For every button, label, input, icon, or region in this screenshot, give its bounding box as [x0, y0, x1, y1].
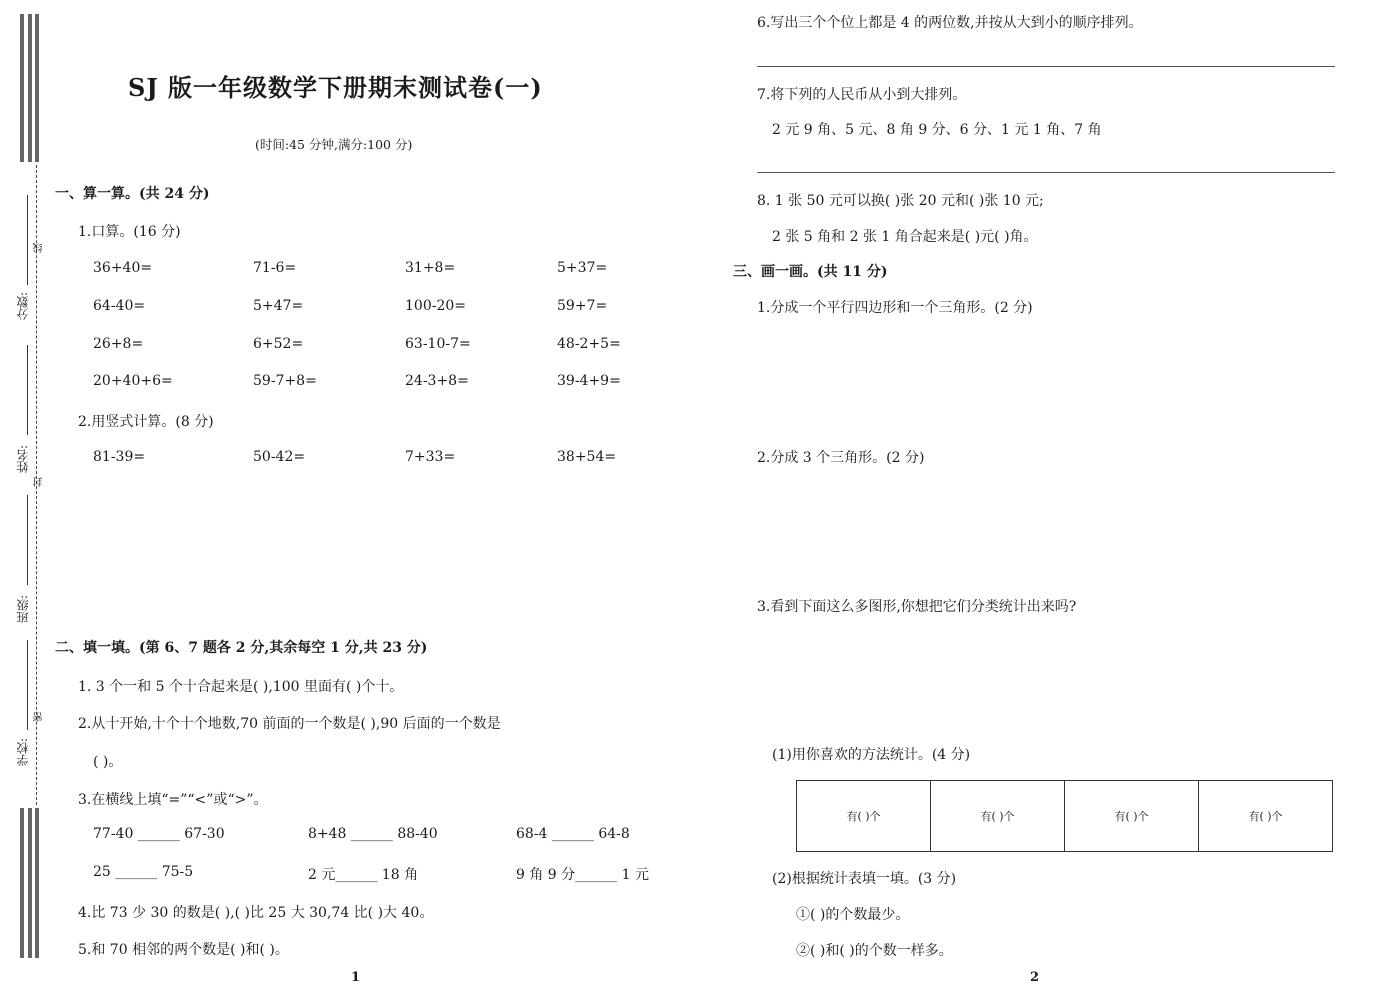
margin-fill-line-3: [27, 495, 28, 585]
mark-line: 线: [34, 243, 45, 253]
margin-bar-bottom-3: [35, 808, 39, 958]
oral-item: 24-3+8=: [405, 373, 469, 389]
answer-line-q6: [757, 66, 1335, 67]
oral-item: 5+47=: [253, 298, 304, 314]
section3-q3-a: ①( )的个数最少。: [796, 907, 910, 923]
vertical-item: 50-42=: [253, 449, 306, 465]
name-label: 姓名:: [16, 445, 30, 474]
statistics-table: [796, 780, 1333, 852]
section1-q1-title: 1.口算。(16 分): [78, 224, 181, 240]
stat-cell: 有( )个: [1199, 781, 1333, 852]
school-label: 学校:: [16, 738, 30, 767]
oral-item: 59+7=: [557, 298, 608, 314]
section2-q7-items: 2 元 9 角、5 元、8 角 9 分、6 分、1 元 1 角、7 角: [772, 122, 1102, 138]
margin-bar-top-2: [28, 14, 32, 162]
compare-item: 8+48 ______ 88-40: [308, 826, 438, 842]
section2-q3-title: 3.在横线上填“=”“<”或“>”。: [78, 792, 268, 808]
margin-bar-top-1: [20, 14, 24, 162]
margin-fill-line-1: [27, 195, 28, 285]
compare-item: 25 ______ 75-5: [93, 864, 194, 880]
section2-q1: 1. 3 个一和 5 个十合起来是( ),100 里面有( )个十。: [78, 679, 404, 695]
margin-bar-bottom-2: [28, 808, 32, 958]
section2-heading: 二、填一填。(第 6、7 题各 2 分,其余每空 1 分,共 23 分): [55, 640, 428, 656]
oral-item: 71-6=: [253, 260, 297, 276]
section1-q2-title: 2.用竖式计算。(8 分): [78, 414, 214, 430]
section1-heading: 一、算一算。(共 24 分): [55, 186, 210, 202]
vertical-item: 38+54=: [557, 449, 617, 465]
mark-secret: 密: [34, 712, 45, 722]
oral-item: 26+8=: [93, 336, 144, 352]
section3-heading: 三、画一画。(共 11 分): [733, 264, 888, 280]
section3-q3-b: ②( )和( )的个数一样多。: [796, 943, 953, 959]
oral-item: 20+40+6=: [93, 373, 173, 389]
class-label: 班级:: [16, 595, 30, 624]
section3-q2: 2.分成 3 个三角形。(2 分): [757, 450, 925, 466]
section2-q7: 7.将下列的人民币从小到大排列。: [757, 87, 967, 103]
vertical-item: 81-39=: [93, 449, 146, 465]
oral-item: 64-40=: [93, 298, 146, 314]
section2-q5: 5.和 70 相邻的两个数是( )和( )。: [78, 942, 289, 958]
section2-q2a: 2.从十开始,十个十个地数,70 前面的一个数是( ),90 后面的一个数是: [78, 716, 501, 732]
margin-fill-line-4: [27, 640, 28, 730]
score-label: 分数:: [16, 292, 30, 321]
page-number-2: 2: [1030, 970, 1040, 985]
page-subtitle: (时间:45 分钟,满分:100 分): [255, 137, 413, 152]
section3-q3: 3.看到下面这么多图形,你想把它们分类统计出来吗?: [757, 599, 1077, 615]
section2-q8a: 8. 1 张 50 元可以换( )张 20 元和( )张 10 元;: [757, 193, 1044, 209]
compare-item: 77-40 ______ 67-30: [93, 826, 225, 842]
stat-cell: 有( )个: [1065, 781, 1199, 852]
vertical-item: 7+33=: [405, 449, 456, 465]
oral-item: 39-4+9=: [557, 373, 621, 389]
compare-item: 2 元______ 18 角: [308, 867, 419, 883]
stat-cell: 有( )个: [931, 781, 1065, 852]
oral-item: 31+8=: [405, 260, 456, 276]
margin-bar-top-3: [35, 14, 39, 162]
margin-bar-bottom-1: [20, 808, 24, 958]
section3-q3-part2: (2)根据统计表填一填。(3 分): [772, 871, 957, 887]
section2-q4: 4.比 73 少 30 的数是( ),( )比 25 大 30,74 比( )大 40。: [78, 905, 434, 921]
oral-item: 48-2+5=: [557, 336, 621, 352]
compare-item: 9 角 9 分______ 1 元: [516, 867, 649, 883]
page-title: SJ 版一年级数学下册期末测试卷(一): [128, 73, 543, 102]
section2-q8b: 2 张 5 角和 2 张 1 角合起来是( )元( )角。: [772, 229, 1038, 245]
oral-item: 5+37=: [557, 260, 608, 276]
page-number-1: 1: [351, 970, 361, 985]
oral-item: 100-20=: [405, 298, 466, 314]
section3-q3-part1: (1)用你喜欢的方法统计。(4 分): [772, 747, 971, 763]
section3-q1: 1.分成一个平行四边形和一个三角形。(2 分): [757, 300, 1033, 316]
margin-fill-line-2: [27, 345, 28, 435]
answer-line-q7: [757, 172, 1335, 173]
oral-item: 63-10-7=: [405, 336, 471, 352]
oral-item: 36+40=: [93, 260, 153, 276]
stat-cell: 有( )个: [797, 781, 931, 852]
compare-item: 68-4 ______ 64-8: [516, 826, 630, 842]
mark-seal: 封: [34, 477, 45, 487]
oral-item: 6+52=: [253, 336, 304, 352]
section2-q2b: ( )。: [93, 754, 123, 770]
section2-q6: 6.写出三个个位上都是 4 的两位数,并按从大到小的顺序排列。: [757, 15, 1143, 31]
oral-item: 59-7+8=: [253, 373, 317, 389]
